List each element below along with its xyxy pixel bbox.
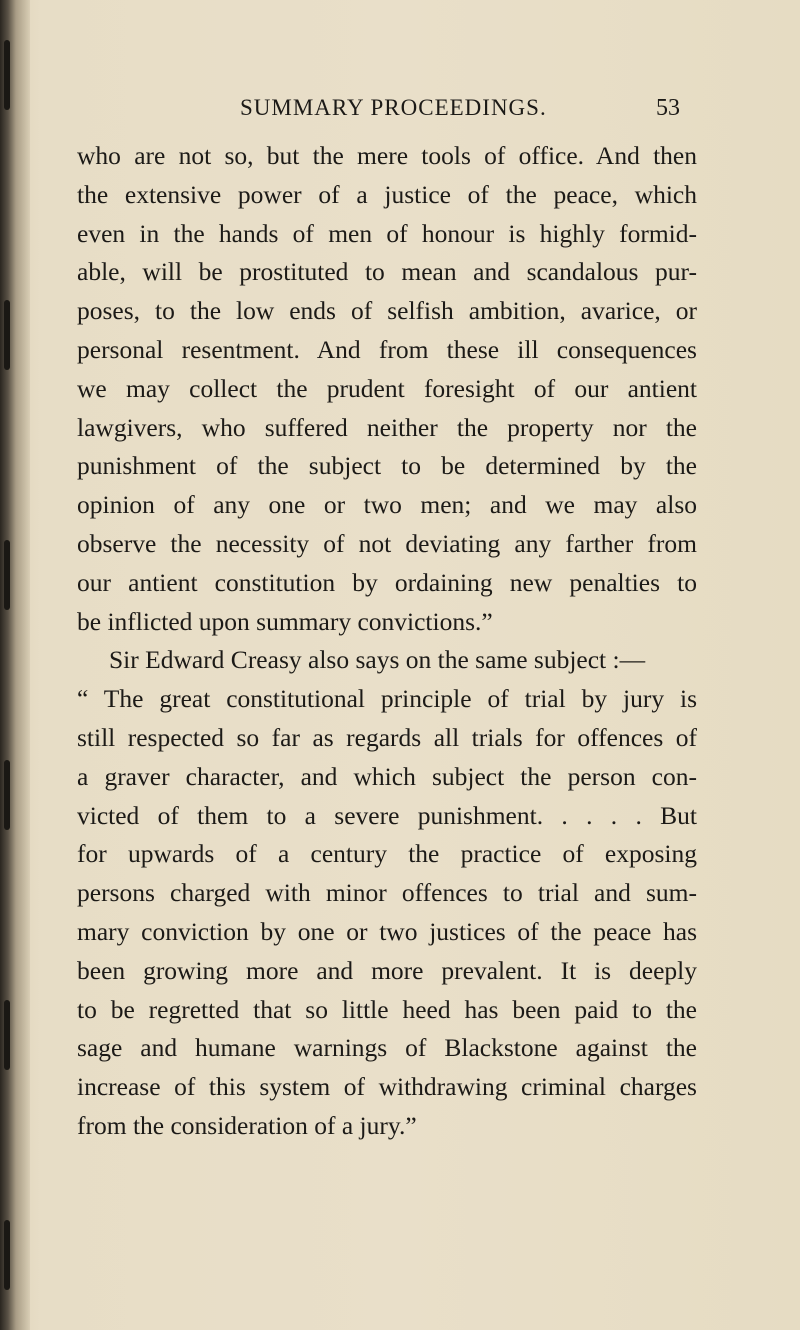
text-line: personal resentment. And from these ill consequences bbox=[77, 334, 697, 364]
spine-shadow bbox=[4, 1220, 10, 1290]
text-line: for upwards of a century the practice of exposing bbox=[77, 839, 697, 869]
book-spine-edge bbox=[0, 0, 30, 1330]
spine-shadow bbox=[4, 300, 10, 370]
text-line: sage and humane warnings of Blackstone against the bbox=[77, 1033, 697, 1063]
text-line: the extensive power of a justice of the peace, which bbox=[77, 179, 697, 209]
text-line: been growing more and more prevalent. It is deeply bbox=[77, 955, 697, 985]
text-line: a graver character, and which subject the person con- bbox=[77, 761, 697, 791]
text-line: persons charged with minor offences to trial and sum- bbox=[77, 878, 697, 908]
text-line: able, will be prostituted to mean and scandalous pur- bbox=[77, 257, 697, 287]
spine-shadow bbox=[4, 760, 10, 830]
text-line: increase of this system of withdrawing criminal charges bbox=[77, 1072, 697, 1102]
spine-shadow bbox=[4, 540, 10, 610]
text-line: poses, to the low ends of selfish ambition, avarice, or bbox=[77, 296, 697, 326]
text-line: mary conviction by one or two justices of the peace has bbox=[77, 916, 697, 946]
text-line: Sir Edward Creasy also says on the same subject :— bbox=[109, 645, 646, 675]
text-line: be inflicted upon summary convictions.” bbox=[77, 606, 493, 636]
text-line: our antient constitution by ordaining new penalties to bbox=[77, 567, 697, 597]
text-line: even in the hands of men of honour is highly formid- bbox=[77, 218, 697, 248]
text-line: still respected so far as regards all trials for offences of bbox=[77, 722, 697, 752]
text-line: we may collect the prudent foresight of our antient bbox=[77, 373, 697, 403]
text-line: from the consideration of a jury.” bbox=[77, 1110, 417, 1140]
text-line: to be regretted that so little heed has been paid to the bbox=[77, 994, 697, 1024]
text-line: who are not so, but the mere tools of office. And then bbox=[77, 141, 697, 170]
running-title: SUMMARY PROCEEDINGS. bbox=[240, 95, 547, 120]
text-line: lawgivers, who suffered neither the property nor the bbox=[77, 412, 697, 442]
body-text bbox=[77, 137, 697, 1146]
text-line: opinion of any one or two men; and we may also bbox=[77, 490, 697, 520]
text-line: victed of them to a severe punishment. . . . . But bbox=[77, 800, 697, 830]
page-header bbox=[0, 88, 800, 128]
text-line: punishment of the subject to be determined by the bbox=[77, 451, 697, 481]
text-line: observe the necessity of not deviating any farther from bbox=[77, 528, 697, 558]
page-number: 53 bbox=[656, 95, 680, 121]
spine-shadow bbox=[4, 1000, 10, 1070]
text-line: “ The great constitutional principle of trial by jury is bbox=[77, 684, 697, 714]
